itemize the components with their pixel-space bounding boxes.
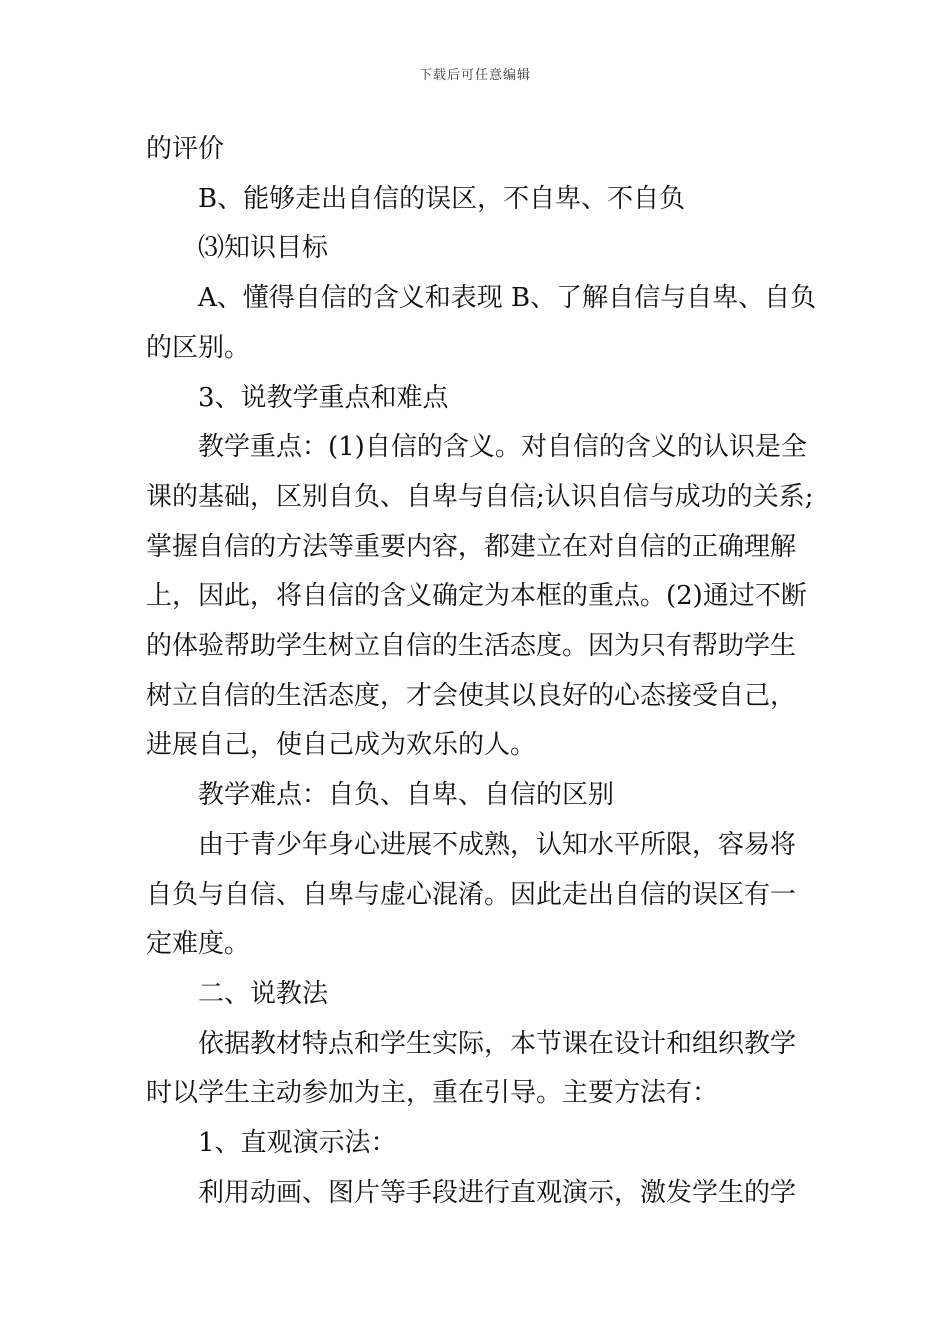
text-line: 教学重点：(1)自信的含义。对自信的含义的认识是全 bbox=[198, 432, 807, 463]
text-line: 的体验帮助学生树立自信的生活态度。因为只有帮助学生 bbox=[146, 631, 797, 662]
text-line: 由于青少年身心进展不成熟，认知水平所限，容易将 bbox=[198, 829, 797, 860]
text-line: 的评价 bbox=[146, 134, 225, 164]
section-heading: 3、说教学重点和难点 bbox=[198, 382, 449, 413]
text-line: 教学难点：自负、自卑、自信的区别 bbox=[198, 780, 615, 811]
text-line: 自负与自信、自卑与虚心混淆。因此走出自信的误区有一 bbox=[146, 879, 797, 910]
text-line: 定难度。 bbox=[146, 929, 251, 960]
text-line: A、懂得自信的含义和表现 B、了解自信与自卑、自负 bbox=[198, 283, 817, 314]
text-line: 进展自己，使自己成为欢乐的人。 bbox=[146, 730, 537, 761]
text-line: 课的基础，区别自负、自卑与自信;认识自信与成功的关系; bbox=[146, 481, 814, 512]
text-line: 的区别。 bbox=[146, 332, 251, 363]
text-line: 掌握自信的方法等重要内容，都建立在对自信的正确理解 bbox=[146, 531, 797, 562]
section-heading: ⑶知识目标 bbox=[198, 233, 329, 264]
page-header: 下载后可任意编辑 bbox=[418, 68, 531, 83]
section-heading: 二、说教法 bbox=[198, 978, 329, 1009]
text-line: 上，因此，将自信的含义确定为本框的重点。(2)通过不断 bbox=[146, 581, 807, 612]
section-heading: 1、直观演示法： bbox=[198, 1128, 397, 1159]
text-line: 利用动画、图片等手段进行直观演示，激发学生的学 bbox=[198, 1177, 797, 1208]
text-line: B、能够走出自信的误区，不自卑、不自负 bbox=[198, 183, 686, 214]
text-line: 时以学生主动参加为主，重在引导。主要方法有： bbox=[146, 1078, 719, 1109]
document-body bbox=[146, 125, 817, 1218]
text-line: 依据教材特点和学生实际，本节课在设计和组织教学 bbox=[198, 1028, 797, 1059]
text-line: 树立自信的生活态度，才会使其以良好的心态接受自己， bbox=[146, 680, 797, 711]
